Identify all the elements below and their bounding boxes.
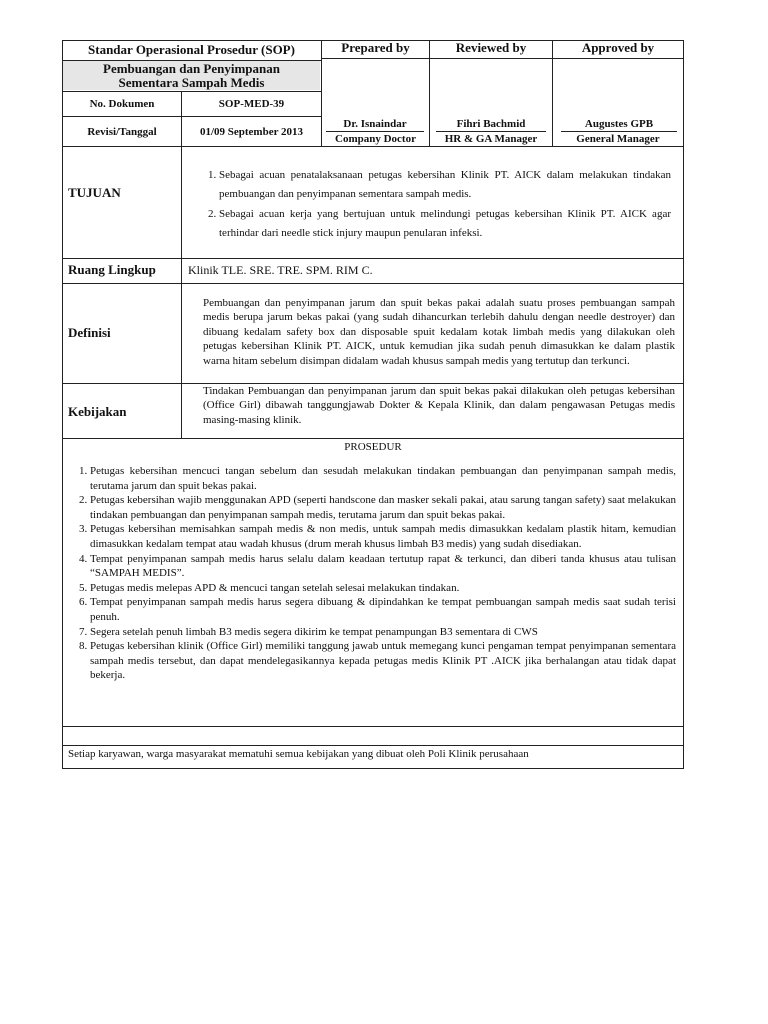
list-item: 1. Sebagai acuan penatalaksanaan petugas kebersihan Klinik PT. AICK dalam melakukan tindakan pembuangan dan penyimpanan sementara sampah medis. — [219, 166, 671, 204]
signatory-role: Company Doctor — [335, 133, 416, 145]
list-item: 2. Sebagai acuan kerja yang bertujuan untuk melindungi petugas kebersihan Klinik PT. AICK agar terhindar dari needle stick injury maupun penularan infeksi. — [219, 205, 671, 243]
prosedur-list — [67, 464, 676, 683]
signatory-name: Fihri Bachmid — [436, 117, 546, 132]
document-title-line-2: Sementara Sampah Medis — [118, 75, 265, 90]
list-item: 3. Petugas kebersihan memisahkan sampah medis & non medis, untuk sampah medis dimasukkan kedalam plastik hitam, kemudian dimasukkan kedalam tempat atau wadah khusus (drum merah khusus limbah B3 medis) yang sudah disediakan. — [90, 522, 676, 551]
signatory-name: Augustes GPB — [561, 117, 677, 132]
revision-value: 01/09 September 2013 — [199, 126, 304, 138]
list-item: 5. Petugas medis melepas APD & mencuci tangan setelah selesai melakukan tindakan. — [90, 581, 676, 596]
doc-number-label: No. Dokumen — [89, 98, 155, 110]
signatory-role: General Manager — [576, 133, 660, 145]
reviewed-by-label: Reviewed by — [455, 40, 527, 55]
revision-label: Revisi/Tanggal — [87, 126, 157, 138]
definisi-label: Definisi — [68, 325, 111, 340]
list-item: 2. Petugas kebersihan wajib menggunakan APD (seperti handscone dan masker sekali pakai, atau sarung tangan safety) saat melakukan tindakan pembuangan dan penyimpanan sampah medis, terutama jarum dan spuit bekas pakai. — [90, 493, 676, 522]
kebijakan-text: Tindakan Pembuangan dan penyimpanan jarum dan spuit bekas pakai dilakukan oleh petugas kebersihan (Office Girl) dibawah tanggungjawab Dokter & Kepala Klinik, dan dalam pengawasan Petugas medis masing-masing klinik. — [203, 385, 675, 426]
ruang-lingkup-label: Ruang Lingkup — [68, 262, 156, 277]
list-item: 1. Petugas kebersihan mencuci tangan sebelum dan sesudah melakukan tindakan pembuangan dan penyimpanan sampah medis, terutama jarum dan spuit bekas pakai. — [90, 464, 676, 493]
prosedur-title: PROSEDUR — [344, 441, 402, 453]
prepared-by-label: Prepared by — [341, 40, 410, 55]
definisi-text: Pembuangan dan penyimpanan jarum dan spuit bekas pakai adalah suatu proses pembuangan sampah medis berupa jarum bekas pakai (yang sudah dihancurkan terlebih dahulu dengan needle destroyer) dan dibuang kedalam safety box dan disposable spuit kedalam kotak limbah medis yang dilakukan oleh petugas kebersihan Klinik PT. AICK, untuk kemudian jika sudah penuh dimasukkan ke dalam plastik warna hitam sebelum disimpan didalam wadah khusus sampah medis yang tertutup dan terkunci. — [203, 297, 675, 367]
list-item: 7. Segera setelah penuh limbah B3 medis segera dikirim ke tempat penampungan B3 sementara di CWS — [90, 625, 676, 640]
doc-number-value: SOP-MED-39 — [218, 98, 285, 110]
approved-by-label: Approved by — [581, 40, 655, 55]
list-item: 6. Tempat penyimpanan sampah medis harus segera dibuang & dipindahkan ke tempat pembuangan sampah medis saat sudah terisi penuh. — [90, 595, 676, 624]
sop-title: Standar Operasional Prosedur (SOP) — [88, 42, 295, 57]
kebijakan-label: Kebijakan — [68, 404, 127, 419]
document-title-line-1: Pembuangan dan Penyimpanan — [103, 61, 280, 76]
footer-note: Setiap karyawan, warga masyarakat mematuhi semua kebijakan yang dibuat oleh Poli Klinik perusahaan — [68, 748, 529, 760]
signatory-name: Dr. Isnaindar — [326, 117, 424, 132]
list-item: 8. Petugas kebersihan klinik (Office Girl) memiliki tanggung jawab untuk memegang kunci pengaman tempat penyimpanan sementara sampah medis tersebut, dan dapat mendelegasikannya kepada petugas medis Klinik PT .AICK jika berhalangan atau tidak dapat bekerja. — [90, 639, 676, 683]
list-item: 4. Tempat penyimpanan sampah medis harus selalu dalam keadaan tertutup rapat & terkunci, dan diberi tanda khusus atau tulisan “SAMPAH MEDIS”. — [90, 552, 676, 581]
tujuan-content — [197, 166, 671, 243]
tujuan-label: TUJUAN — [68, 185, 121, 200]
signatory-role: HR & GA Manager — [444, 133, 538, 145]
ruang-lingkup-value: Klinik TLE. SRE. TRE. SPM. RIM C. — [188, 263, 373, 277]
